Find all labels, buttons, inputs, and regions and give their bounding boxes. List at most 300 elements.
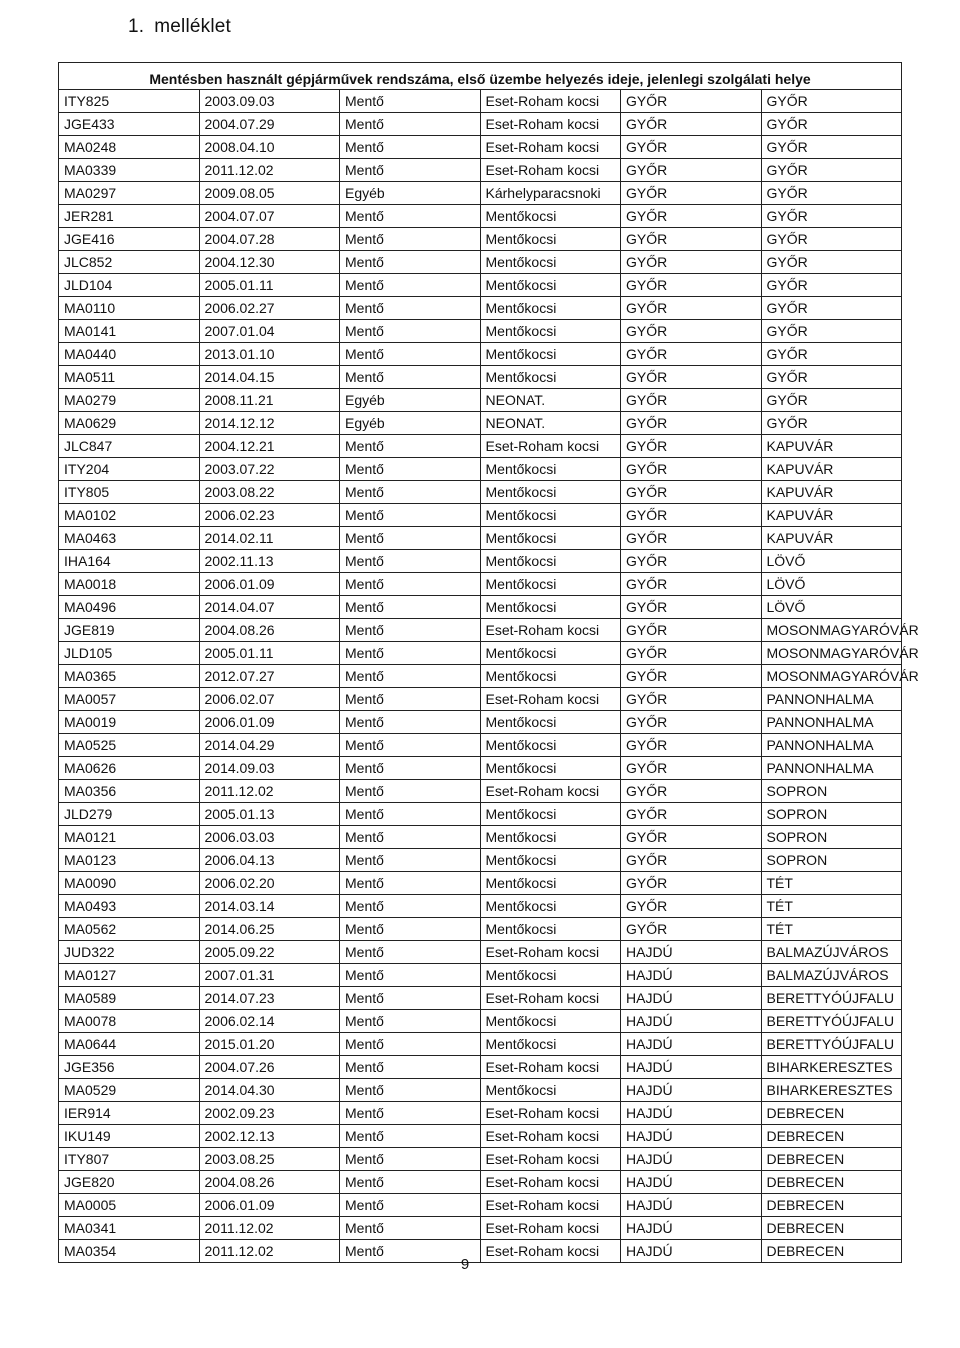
category-cell: Egyéb [340, 182, 481, 205]
station-cell: BERETTYÓÚJFALU [761, 1010, 902, 1033]
plate-cell: JLC847 [59, 435, 200, 458]
category-cell: Mentő [340, 573, 481, 596]
county-cell: GYŐR [621, 596, 762, 619]
category-cell: Mentő [340, 1125, 481, 1148]
category-cell: Mentő [340, 1217, 481, 1240]
vehicle-type-cell: Mentőkocsi [480, 1033, 621, 1056]
vehicle-type-cell: Eset-Roham kocsi [480, 90, 621, 113]
plate-cell: MA0589 [59, 987, 200, 1010]
station-cell: BALMAZÚJVÁROS [761, 964, 902, 987]
county-cell: GYŐR [621, 320, 762, 343]
vehicle-type-cell: Mentőkocsi [480, 849, 621, 872]
vehicle-type-cell: Mentőkocsi [480, 964, 621, 987]
first-registration-cell: 2014.09.03 [199, 757, 340, 780]
plate-cell: JGE433 [59, 113, 200, 136]
first-registration-cell: 2011.12.02 [199, 1240, 340, 1263]
category-cell: Mentő [340, 550, 481, 573]
county-cell: HAJDÚ [621, 1240, 762, 1263]
station-cell: DEBRECEN [761, 1171, 902, 1194]
plate-cell: MA0019 [59, 711, 200, 734]
table-row [59, 458, 902, 481]
station-cell: BALMAZÚJVÁROS [761, 941, 902, 964]
category-cell: Mentő [340, 343, 481, 366]
category-cell: Mentő [340, 504, 481, 527]
plate-cell: JLC852 [59, 251, 200, 274]
category-cell: Mentő [340, 734, 481, 757]
station-cell: DEBRECEN [761, 1194, 902, 1217]
county-cell: GYŐR [621, 159, 762, 182]
county-cell: HAJDÚ [621, 1079, 762, 1102]
station-cell: KAPUVÁR [761, 458, 902, 481]
station-cell: GYŐR [761, 274, 902, 297]
county-cell: HAJDÚ [621, 1033, 762, 1056]
category-cell: Mentő [340, 1079, 481, 1102]
category-cell: Mentő [340, 435, 481, 458]
table-row [59, 1217, 902, 1240]
category-cell: Mentő [340, 1056, 481, 1079]
first-registration-cell: 2006.03.03 [199, 826, 340, 849]
table-row [59, 366, 902, 389]
category-cell: Mentő [340, 228, 481, 251]
county-cell: GYŐR [621, 849, 762, 872]
first-registration-cell: 2014.02.11 [199, 527, 340, 550]
county-cell: GYŐR [621, 872, 762, 895]
annex-heading [128, 16, 231, 38]
county-cell: GYŐR [621, 527, 762, 550]
plate-cell: IKU149 [59, 1125, 200, 1148]
first-registration-cell: 2005.01.11 [199, 274, 340, 297]
first-registration-cell: 2009.08.05 [199, 182, 340, 205]
vehicle-type-cell: Mentőkocsi [480, 504, 621, 527]
plate-cell: JGE820 [59, 1171, 200, 1194]
vehicle-type-cell: Mentőkocsi [480, 826, 621, 849]
table-row [59, 872, 902, 895]
first-registration-cell: 2007.01.04 [199, 320, 340, 343]
first-registration-cell: 2006.01.09 [199, 711, 340, 734]
station-cell: GYŐR [761, 228, 902, 251]
plate-cell: MA0493 [59, 895, 200, 918]
plate-cell: MA0248 [59, 136, 200, 159]
vehicle-type-cell: Mentőkocsi [480, 1079, 621, 1102]
first-registration-cell: 2012.07.27 [199, 665, 340, 688]
first-registration-cell: 2003.08.22 [199, 481, 340, 504]
table-row [59, 964, 902, 987]
plate-cell: JGE356 [59, 1056, 200, 1079]
category-cell: Mentő [340, 849, 481, 872]
first-registration-cell: 2004.12.21 [199, 435, 340, 458]
first-registration-cell: 2002.09.23 [199, 1102, 340, 1125]
table-title-row [59, 63, 902, 90]
table-row [59, 987, 902, 1010]
plate-cell: MA0090 [59, 872, 200, 895]
station-cell: TÉT [761, 918, 902, 941]
first-registration-cell: 2006.02.23 [199, 504, 340, 527]
station-cell: GYŐR [761, 389, 902, 412]
table-row [59, 113, 902, 136]
vehicle-type-cell: Mentőkocsi [480, 320, 621, 343]
category-cell: Mentő [340, 527, 481, 550]
plate-cell: MA0440 [59, 343, 200, 366]
first-registration-cell: 2005.01.11 [199, 642, 340, 665]
category-cell: Mentő [340, 688, 481, 711]
first-registration-cell: 2008.11.21 [199, 389, 340, 412]
category-cell: Mentő [340, 987, 481, 1010]
county-cell: HAJDÚ [621, 1125, 762, 1148]
station-cell: KAPUVÁR [761, 504, 902, 527]
category-cell: Mentő [340, 458, 481, 481]
plate-cell: MA0297 [59, 182, 200, 205]
station-cell: DEBRECEN [761, 1217, 902, 1240]
station-cell: GYŐR [761, 412, 902, 435]
plate-cell: MA0141 [59, 320, 200, 343]
table-row [59, 757, 902, 780]
category-cell: Mentő [340, 872, 481, 895]
table-row [59, 642, 902, 665]
station-cell: GYŐR [761, 251, 902, 274]
station-cell: BIHARKERESZTES [761, 1056, 902, 1079]
station-cell: LÖVŐ [761, 596, 902, 619]
table-row [59, 711, 902, 734]
county-cell: GYŐR [621, 481, 762, 504]
first-registration-cell: 2013.01.10 [199, 343, 340, 366]
table-row [59, 573, 902, 596]
county-cell: GYŐR [621, 136, 762, 159]
vehicle-type-cell: Mentőkocsi [480, 366, 621, 389]
category-cell: Mentő [340, 251, 481, 274]
county-cell: GYŐR [621, 550, 762, 573]
vehicle-type-cell: Mentőkocsi [480, 711, 621, 734]
station-cell: GYŐR [761, 366, 902, 389]
category-cell: Mentő [340, 90, 481, 113]
category-cell: Mentő [340, 826, 481, 849]
first-registration-cell: 2004.07.26 [199, 1056, 340, 1079]
county-cell: HAJDÚ [621, 1148, 762, 1171]
first-registration-cell: 2014.03.14 [199, 895, 340, 918]
vehicle-type-cell: Mentőkocsi [480, 918, 621, 941]
first-registration-cell: 2014.12.12 [199, 412, 340, 435]
county-cell: HAJDÚ [621, 1056, 762, 1079]
table-row [59, 941, 902, 964]
county-cell: HAJDÚ [621, 1102, 762, 1125]
county-cell: GYŐR [621, 297, 762, 320]
county-cell: GYŐR [621, 642, 762, 665]
plate-cell: JGE416 [59, 228, 200, 251]
table-row [59, 734, 902, 757]
first-registration-cell: 2004.08.26 [199, 619, 340, 642]
first-registration-cell: 2006.02.14 [199, 1010, 340, 1033]
plate-cell: ITY805 [59, 481, 200, 504]
station-cell: DEBRECEN [761, 1125, 902, 1148]
plate-cell: ITY807 [59, 1148, 200, 1171]
station-cell: GYŐR [761, 136, 902, 159]
table-row [59, 90, 902, 113]
table-row [59, 596, 902, 619]
station-cell: MOSONMAGYARÓVÁR [761, 642, 902, 665]
station-cell: KAPUVÁR [761, 481, 902, 504]
first-registration-cell: 2005.01.13 [199, 803, 340, 826]
table-row [59, 1125, 902, 1148]
first-registration-cell: 2006.01.09 [199, 573, 340, 596]
table-row [59, 1171, 902, 1194]
table-row [59, 251, 902, 274]
category-cell: Mentő [340, 320, 481, 343]
first-registration-cell: 2011.12.02 [199, 780, 340, 803]
table-row [59, 918, 902, 941]
station-cell: PANNONHALMA [761, 757, 902, 780]
vehicle-type-cell: Mentőkocsi [480, 550, 621, 573]
county-cell: GYŐR [621, 780, 762, 803]
plate-cell: MA0354 [59, 1240, 200, 1263]
county-cell: GYŐR [621, 619, 762, 642]
vehicle-type-cell: Eset-Roham kocsi [480, 435, 621, 458]
vehicle-type-cell: Mentőkocsi [480, 757, 621, 780]
station-cell: DEBRECEN [761, 1102, 902, 1125]
station-cell: GYŐR [761, 90, 902, 113]
table-row [59, 159, 902, 182]
category-cell: Mentő [340, 205, 481, 228]
vehicle-type-cell: Eset-Roham kocsi [480, 1056, 621, 1079]
first-registration-cell: 2006.01.09 [199, 1194, 340, 1217]
county-cell: GYŐR [621, 435, 762, 458]
table-row [59, 412, 902, 435]
vehicle-type-cell: NEONAT. [480, 412, 621, 435]
category-cell: Mentő [340, 1010, 481, 1033]
vehicle-type-cell: Eset-Roham kocsi [480, 113, 621, 136]
category-cell: Mentő [340, 780, 481, 803]
first-registration-cell: 2004.07.28 [199, 228, 340, 251]
first-registration-cell: 2002.11.13 [199, 550, 340, 573]
category-cell: Mentő [340, 297, 481, 320]
county-cell: GYŐR [621, 251, 762, 274]
first-registration-cell: 2005.09.22 [199, 941, 340, 964]
county-cell: GYŐR [621, 458, 762, 481]
plate-cell: JLD104 [59, 274, 200, 297]
table-row [59, 481, 902, 504]
plate-cell: MA0644 [59, 1033, 200, 1056]
first-registration-cell: 2007.01.31 [199, 964, 340, 987]
county-cell: GYŐR [621, 182, 762, 205]
plate-cell: IHA164 [59, 550, 200, 573]
table-title: Mentésben használt gépjárművek rendszáma, első üzembe helyezés ideje, jelenlegi szolgálati helye [59, 63, 902, 90]
category-cell: Mentő [340, 895, 481, 918]
table-row [59, 389, 902, 412]
vehicle-type-cell: Mentőkocsi [480, 274, 621, 297]
category-cell: Mentő [340, 113, 481, 136]
plate-cell: MA0127 [59, 964, 200, 987]
category-cell: Mentő [340, 274, 481, 297]
table-row [59, 1102, 902, 1125]
plate-cell: JGE819 [59, 619, 200, 642]
first-registration-cell: 2002.12.13 [199, 1125, 340, 1148]
table-row [59, 504, 902, 527]
county-cell: GYŐR [621, 711, 762, 734]
table-row [59, 274, 902, 297]
station-cell: GYŐR [761, 320, 902, 343]
first-registration-cell: 2014.07.23 [199, 987, 340, 1010]
table-row [59, 803, 902, 826]
first-registration-cell: 2003.07.22 [199, 458, 340, 481]
first-registration-cell: 2008.04.10 [199, 136, 340, 159]
category-cell: Egyéb [340, 412, 481, 435]
vehicle-type-cell: Eset-Roham kocsi [480, 688, 621, 711]
plate-cell: MA0279 [59, 389, 200, 412]
county-cell: GYŐR [621, 573, 762, 596]
plate-cell: ITY204 [59, 458, 200, 481]
plate-cell: JUD322 [59, 941, 200, 964]
table-row [59, 1033, 902, 1056]
category-cell: Mentő [340, 159, 481, 182]
station-cell: LÖVŐ [761, 550, 902, 573]
category-cell: Mentő [340, 136, 481, 159]
station-cell: GYŐR [761, 297, 902, 320]
table-row [59, 1056, 902, 1079]
category-cell: Mentő [340, 1148, 481, 1171]
plate-cell: MA0496 [59, 596, 200, 619]
station-cell: BIHARKERESZTES [761, 1079, 902, 1102]
vehicle-type-cell: Eset-Roham kocsi [480, 1240, 621, 1263]
county-cell: HAJDÚ [621, 987, 762, 1010]
plate-cell: JER281 [59, 205, 200, 228]
station-cell: PANNONHALMA [761, 688, 902, 711]
plate-cell: MA0123 [59, 849, 200, 872]
table-row [59, 320, 902, 343]
category-cell: Mentő [340, 711, 481, 734]
vehicle-type-cell: Eset-Roham kocsi [480, 1171, 621, 1194]
station-cell: KAPUVÁR [761, 527, 902, 550]
vehicle-type-cell: Mentőkocsi [480, 642, 621, 665]
category-cell: Mentő [340, 1033, 481, 1056]
plate-cell: MA0057 [59, 688, 200, 711]
county-cell: HAJDÚ [621, 1217, 762, 1240]
station-cell: TÉT [761, 895, 902, 918]
county-cell: GYŐR [621, 734, 762, 757]
first-registration-cell: 2014.04.29 [199, 734, 340, 757]
table-row [59, 780, 902, 803]
first-registration-cell: 2014.04.07 [199, 596, 340, 619]
first-registration-cell: 2004.07.29 [199, 113, 340, 136]
plate-cell: MA0356 [59, 780, 200, 803]
first-registration-cell: 2014.04.15 [199, 366, 340, 389]
first-registration-cell: 2004.12.30 [199, 251, 340, 274]
table-row [59, 665, 902, 688]
first-registration-cell: 2011.12.02 [199, 159, 340, 182]
vehicle-type-cell: Mentőkocsi [480, 665, 621, 688]
station-cell: DEBRECEN [761, 1240, 902, 1263]
plate-cell: MA0339 [59, 159, 200, 182]
plate-cell: MA0529 [59, 1079, 200, 1102]
vehicle-type-cell: Eset-Roham kocsi [480, 1125, 621, 1148]
plate-cell: MA0626 [59, 757, 200, 780]
plate-cell: MA0511 [59, 366, 200, 389]
station-cell: SOPRON [761, 780, 902, 803]
category-cell: Mentő [340, 757, 481, 780]
station-cell: GYŐR [761, 159, 902, 182]
station-cell: GYŐR [761, 113, 902, 136]
first-registration-cell: 2006.02.07 [199, 688, 340, 711]
plate-cell: MA0005 [59, 1194, 200, 1217]
county-cell: GYŐR [621, 895, 762, 918]
station-cell: GYŐR [761, 182, 902, 205]
vehicle-type-cell: Eset-Roham kocsi [480, 136, 621, 159]
plate-cell: IER914 [59, 1102, 200, 1125]
table-row [59, 849, 902, 872]
county-cell: HAJDÚ [621, 964, 762, 987]
vehicle-type-cell: Mentőkocsi [480, 228, 621, 251]
table-row [59, 182, 902, 205]
table-row [59, 1079, 902, 1102]
county-cell: GYŐR [621, 688, 762, 711]
first-registration-cell: 2004.07.07 [199, 205, 340, 228]
vehicle-type-cell: Mentőkocsi [480, 1010, 621, 1033]
table-row [59, 619, 902, 642]
first-registration-cell: 2006.02.27 [199, 297, 340, 320]
category-cell: Mentő [340, 964, 481, 987]
plate-cell: JLD279 [59, 803, 200, 826]
station-cell: SOPRON [761, 849, 902, 872]
vehicle-type-cell: Eset-Roham kocsi [480, 1194, 621, 1217]
category-cell: Mentő [340, 1171, 481, 1194]
category-cell: Mentő [340, 596, 481, 619]
category-cell: Egyéb [340, 389, 481, 412]
county-cell: GYŐR [621, 113, 762, 136]
vehicle-type-cell: Mentőkocsi [480, 458, 621, 481]
vehicle-type-cell: Mentőkocsi [480, 297, 621, 320]
station-cell: GYŐR [761, 205, 902, 228]
station-cell: PANNONHALMA [761, 711, 902, 734]
plate-cell: MA0110 [59, 297, 200, 320]
county-cell: GYŐR [621, 366, 762, 389]
station-cell: DEBRECEN [761, 1148, 902, 1171]
county-cell: GYŐR [621, 803, 762, 826]
county-cell: HAJDÚ [621, 1010, 762, 1033]
plate-cell: MA0463 [59, 527, 200, 550]
table-row [59, 895, 902, 918]
category-cell: Mentő [340, 665, 481, 688]
category-cell: Mentő [340, 1102, 481, 1125]
station-cell: MOSONMAGYARÓVÁR [761, 619, 902, 642]
plate-cell: MA0121 [59, 826, 200, 849]
county-cell: HAJDÚ [621, 1194, 762, 1217]
category-cell: Mentő [340, 1240, 481, 1263]
plate-cell: MA0078 [59, 1010, 200, 1033]
vehicle-type-cell: Mentőkocsi [480, 251, 621, 274]
county-cell: GYŐR [621, 343, 762, 366]
county-cell: GYŐR [621, 389, 762, 412]
first-registration-cell: 2004.08.26 [199, 1171, 340, 1194]
plate-cell: MA0018 [59, 573, 200, 596]
first-registration-cell: 2014.06.25 [199, 918, 340, 941]
table-row [59, 550, 902, 573]
first-registration-cell: 2011.12.02 [199, 1217, 340, 1240]
vehicle-table [58, 62, 919, 1263]
plate-cell: MA0525 [59, 734, 200, 757]
plate-cell: ITY825 [59, 90, 200, 113]
county-cell: GYŐR [621, 228, 762, 251]
table-row [59, 297, 902, 320]
station-cell: GYŐR [761, 343, 902, 366]
station-cell: SOPRON [761, 826, 902, 849]
plate-cell: MA0629 [59, 412, 200, 435]
county-cell: HAJDÚ [621, 941, 762, 964]
category-cell: Mentő [340, 481, 481, 504]
category-cell: Mentő [340, 642, 481, 665]
station-cell: MOSONMAGYARÓVÁR [761, 665, 902, 688]
vehicle-type-cell: Mentőkocsi [480, 527, 621, 550]
station-cell: LÖVŐ [761, 573, 902, 596]
county-cell: HAJDÚ [621, 1171, 762, 1194]
county-cell: GYŐR [621, 412, 762, 435]
category-cell: Mentő [340, 918, 481, 941]
